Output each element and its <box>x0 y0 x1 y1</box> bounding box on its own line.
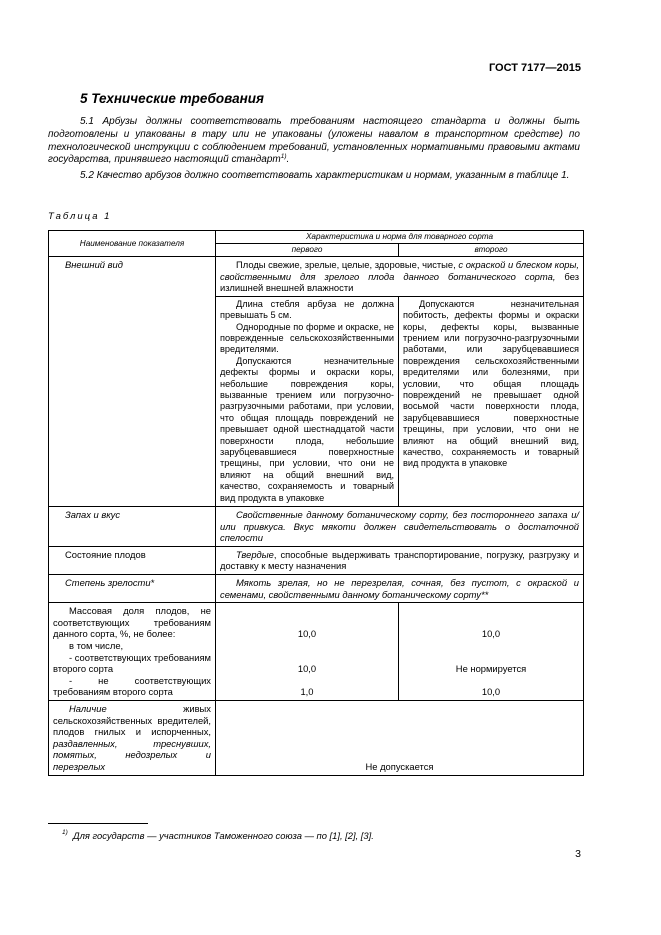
page-number: 3 <box>575 848 581 860</box>
appearance-first-p1: Длина стебля арбуза не должна превышать 5 см. <box>220 298 394 321</box>
header-first-grade: первого <box>216 244 399 257</box>
mass-first-sub1: 10,0 <box>297 662 317 674</box>
row-name-state: Состояние плодов <box>49 546 216 574</box>
paragraph-5-2 <box>48 170 580 183</box>
row-name-smell: Запах и вкус <box>49 507 216 547</box>
pests-name-a: Наличие <box>69 703 107 715</box>
mass-second-sub1: Не нормируется <box>455 662 527 674</box>
table-row-smell <box>49 507 584 547</box>
row-name-pests <box>49 701 216 776</box>
ripeness-value: Мякоть зрелая, но не перезрелая, сочная, без пустот, с окраской и семенами, свойственными данному ботаническому сорту** <box>216 575 584 603</box>
appearance-second <box>399 296 584 506</box>
appearance-first-p2: Однородные по форме и окраске, не поврежденные сельскохозяйственными вредителями. <box>220 321 394 355</box>
pests-name-c: раздавленных, треснувших, помятых, недозрелых и перезрелых <box>53 737 211 772</box>
appearance-first-p3: Допускаются незначительные дефекты формы и окраски коры, небольшие повреждения коры, вызванные трением или погрузочно-разгрузочными работами, при условии, что общая площадь повреждений не превышает одной шестнадцатой части поверхности плода, небольшие зарубцевавшиеся поверхностные трещины, при условии, что они не влияют на общий внешний вид, качество, сохраняемость и товарный вид продукта в упаковке <box>220 355 394 503</box>
mass-second-total: 10,0 <box>481 628 501 640</box>
appearance-first <box>216 296 399 506</box>
appearance-common-c: без излишней внешней влажности <box>220 270 579 294</box>
table-header-row <box>49 231 584 244</box>
row-name-appearance: Внешний вид <box>49 257 216 507</box>
appearance-common-a: Плоды свежие, зрелые, целые, здоровые, чистые, <box>236 259 459 270</box>
mass-sub2: - не соответствующих требованиям второго сорта <box>53 674 211 698</box>
footnote-text: Для государств — участников Таможенного союза — по [1], [2], [3]. <box>73 830 374 841</box>
mass-second-sub2: 10,0 <box>481 686 501 698</box>
row-name-mass <box>49 603 216 701</box>
table-row-mass <box>49 603 584 701</box>
mass-name: Массовая доля плодов, не соответствующих требованиям данного сорта, %, не более: <box>53 605 211 640</box>
pests-value: Не допускается <box>216 701 584 776</box>
footnote-ref[interactable]: 1) <box>280 153 287 161</box>
header-indicator-name: Наименование показателя <box>49 231 216 257</box>
appearance-common <box>216 257 584 297</box>
header-second-grade: второго <box>399 244 584 257</box>
state-value-b: , способные выдерживать транспортирование, погрузку, разгрузку и доставку к месту назначения <box>220 548 580 572</box>
mass-first-sub2: 1,0 <box>300 686 314 698</box>
smell-value: Свойственные данному ботаническому сорту, без постороннего запаха и/или привкуса. Вкус мякоти должен свидетельствовать о достаточной спелости <box>216 507 584 547</box>
quality-table <box>48 230 584 776</box>
state-value <box>216 546 584 574</box>
paragraph-5-1-text: 5.1 Арбузы должны соответствовать требованиям настоящего стандарта и должны быть подготовлены и упакованы в тару или не упакованы (уложены навалом в транспортном средстве) по технологической инструкции с соблюдением требований, установленных нормативными правовыми актами государства, принявшего настоящий стандарт <box>48 116 580 166</box>
appearance-second-p1: Допускаются незначительная побитость, дефекты формы и окраски коры, дефекты коры, вызванные трением или погрузочно-разгрузочными работами, или зарубцевавшиеся повреждения сельскохозяйственными вредителями или болезнями, при условии, что общая площадь повреждений не превышает одной восьмой части поверхности плода, зарубцевавшиеся поверхностные трещины, при условии, что они не влияют на общий внешний вид, качество, сохраняемость и товарный вид продукта в упаковке <box>403 298 580 469</box>
mass-first <box>216 603 399 701</box>
footnote <box>62 830 374 841</box>
paragraph-5-1 <box>48 116 580 167</box>
standard-number: ГОСТ 7177—2015 <box>488 62 581 74</box>
table-caption: Таблица 1 <box>48 211 112 222</box>
paragraph-5-1-end: . <box>286 154 290 166</box>
mass-incl: в том числе, <box>69 640 124 652</box>
table-row-state <box>49 546 584 574</box>
table-row-ripeness <box>49 575 584 603</box>
header-grade-group: Характеристика и норма для товарного сорта <box>216 231 584 244</box>
footnote-mark: 1) <box>62 829 68 836</box>
mass-first-total: 10,0 <box>297 628 317 640</box>
footnote-divider <box>48 823 148 824</box>
table-row-pests <box>49 701 584 776</box>
mass-second <box>399 603 584 701</box>
pests-name-b: живых сельскохозяйственных вредителей, плодов гнилых и испорченных, <box>53 703 211 738</box>
paragraph-5-2-text: 5.2 Качество арбузов должно соответствовать характеристикам и нормам, указанным в таблице 1. <box>80 170 570 181</box>
section-title: 5 Технические требования <box>80 91 264 106</box>
mass-sub1: - соответствующих требованиям второго сорта <box>53 651 211 675</box>
table-row-appearance <box>49 257 584 297</box>
row-name-ripeness: Степень зрелости* <box>49 575 216 603</box>
state-value-a: Твердые <box>236 548 274 560</box>
appearance-common-b: с окраской и блеском коры, свойственными для зрелого плода данного ботанического сорта, <box>220 259 579 282</box>
